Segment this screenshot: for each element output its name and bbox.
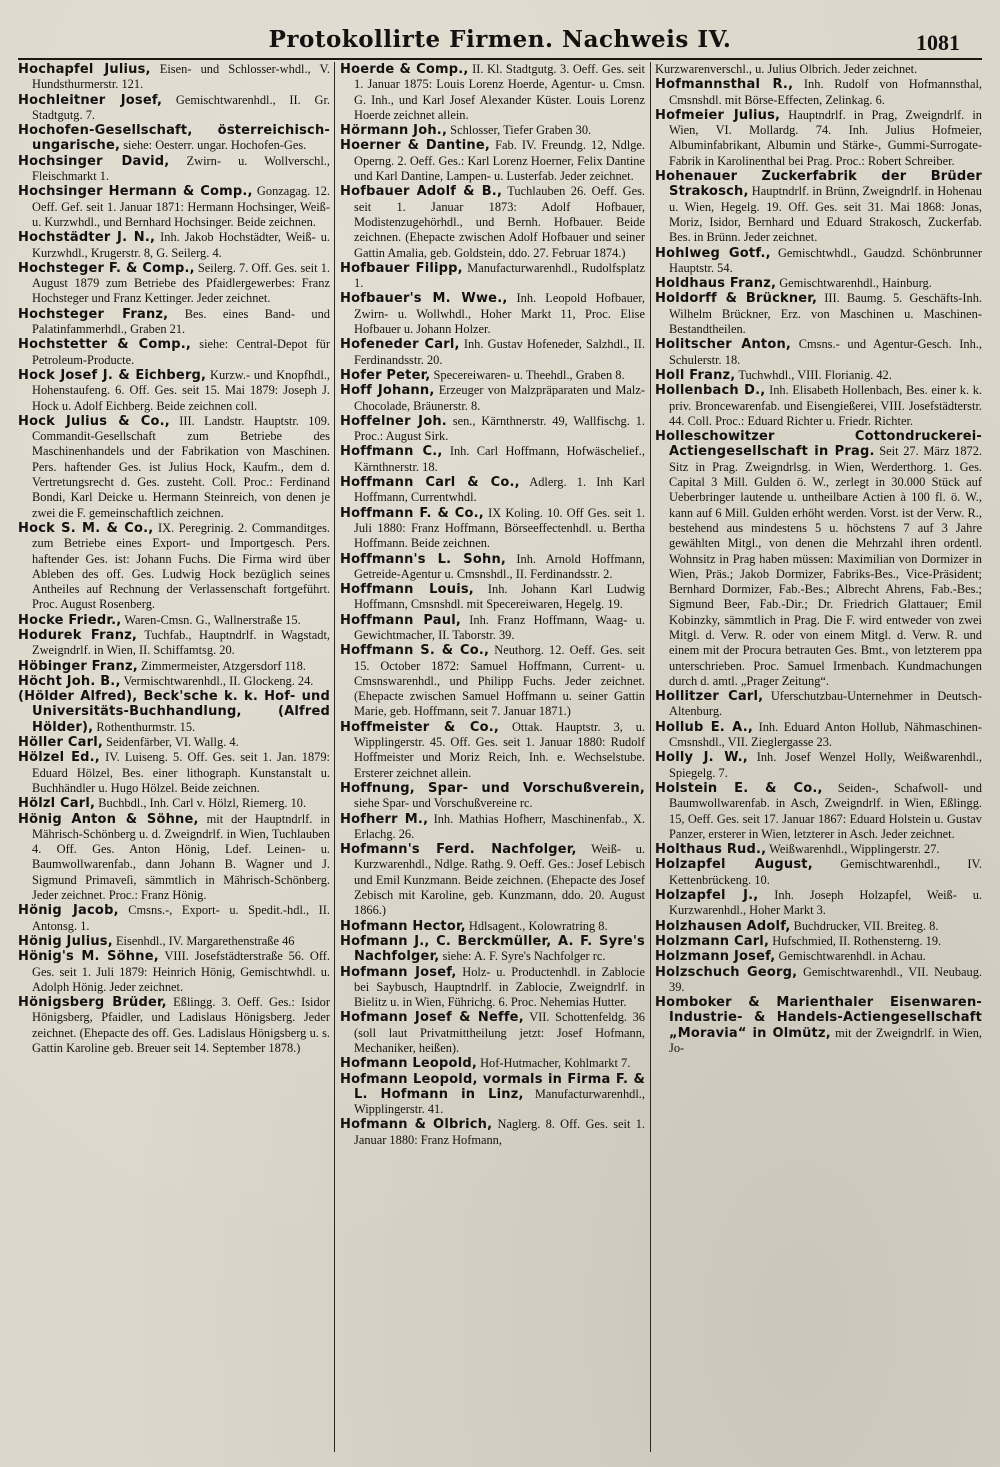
firm-name: Höller Carl,	[18, 735, 103, 751]
firm-name: Hochsteger F. & Comp.,	[18, 260, 195, 276]
firm-details: siehe: A. F. Syre's Nachfolger rc.	[439, 949, 606, 964]
firm-name: Hofmann Leopold, vormals in Firma F. & L. Hofmann in Linz,	[340, 1071, 645, 1102]
directory-entry	[655, 383, 982, 429]
firm-name: Hochsteger Franz,	[18, 306, 169, 322]
directory-entry	[340, 934, 645, 965]
directory-entry	[655, 995, 982, 1056]
directory-entry	[18, 812, 330, 904]
firm-details: Inh. Leopold Hofbauer, Zwirn- u. Wollwhdl., Hoher Markt 11, Proc. Elise Hofbauer u. Johann Holzer.	[354, 291, 645, 337]
firm-details: Seidenfärber, VI. Wallg. 4.	[103, 735, 239, 750]
directory-entry	[655, 337, 982, 368]
firm-name: Hofbauer's M. Wwe.,	[340, 291, 508, 307]
directory-entry	[340, 965, 645, 1011]
firm-details: sen., Kärnthnerstr. 49, Wallfischg. 1. Proc.: August Sirk.	[354, 413, 645, 444]
firm-details: IX. Peregrinig. 2. Commanditges. zum Betriebe eines Export- und Importgesch. Pers. haftender Ges. ist: Johann Fuchs. Die Firma wird über Ableben des off. Ges. Ludwig Hock bezüglich seines Antheiles auf Rechnung der Verlassenschaft fortgeführt. Proc. August Rosenberg.	[32, 520, 330, 612]
firm-name: Hochstädter J. N.,	[18, 230, 156, 246]
firm-details: Inh. Gustav Hofeneder, Salzhdl., II. Ferdinandsstr. 20.	[354, 337, 645, 367]
directory-entry	[18, 93, 330, 124]
directory-entry	[340, 383, 645, 414]
firm-name: Homboker & Marienthaler Eisenwaren-Industrie- & Handels-Actiengesellschaft „Moravia“ in Olmütz,	[655, 995, 982, 1041]
firm-name: Hofmann & Olbrich,	[340, 1117, 493, 1133]
firm-details: Gemischtwarenhdl., VII. Neubaug. 39.	[669, 964, 982, 994]
firm-details: siehe: Central-Depot für Petroleum-Producte.	[32, 337, 330, 367]
directory-entry	[655, 276, 982, 291]
firm-name: Hollub E. A.,	[655, 719, 753, 735]
directory-entry	[340, 643, 645, 719]
firm-details: Erzeuger von Malzpräparaten und Malz-Chocolade, Bräunerstr. 8.	[354, 383, 645, 413]
column-divider	[334, 62, 335, 1452]
firm-name: Hoffmann F. & Co.,	[340, 505, 484, 521]
directory-entry	[655, 429, 982, 689]
firm-details: Gemischtwarenhdl. in Achau.	[775, 949, 926, 964]
firm-name: Hock S. M. & Co.,	[18, 520, 154, 536]
firm-details: siehe Spar- und Vorschußvereine rc.	[354, 796, 533, 811]
directory-entry	[340, 1072, 645, 1118]
directory-entry	[655, 77, 982, 108]
firm-name: Hofbauer Adolf & B.,	[340, 184, 503, 200]
firm-details: Manufacturwarenhdl., Wipplingerstr. 41.	[354, 1086, 645, 1117]
firm-name: Hofmann Josef,	[340, 964, 457, 980]
directory-entry	[655, 857, 982, 888]
firm-details: Hufschmied, II. Rothensterng. 19.	[769, 933, 942, 948]
firm-details: IV. Luiseng. 5. Off. Ges. seit 1. Jan. 1879: Eduard Hölzel, Bes. einer lithograph. Kunstanstalt u. Buchhändler u. Hugo Hölzel. Beide zeichnen.	[32, 750, 330, 795]
firm-name: Hochleitner Josef,	[18, 92, 163, 108]
column-1	[18, 62, 330, 1457]
directory-entry	[340, 368, 645, 383]
directory-entry	[340, 812, 645, 843]
firm-details: Eisenhdl., IV. Margarethenstraße 46	[112, 933, 295, 948]
firm-details: Rothenthurmstr. 15.	[93, 719, 196, 734]
directory-entry	[340, 123, 645, 138]
directory-entry	[18, 949, 330, 995]
firm-name: (Hölder Alfred), Beck'sche k. k. Hof- und Universitäts-Buchhandlung, (Alfred Hölder),	[18, 689, 330, 735]
firm-name: Hönig Jacob,	[18, 903, 119, 919]
directory-entry	[655, 689, 982, 720]
firm-name: Hodurek Franz,	[18, 627, 138, 643]
firm-name: Hofeneder Carl,	[340, 337, 460, 353]
directory-entry	[18, 995, 330, 1056]
firm-details: Seiden-, Schafwoll- und Baumwollwarenfab. in Asch, Zweigndrlf. in Wien, Eßlingg. 15, Oeff. Ges. seit 17. Januar 1867: Eduard Holstein u. Gustav Panzer, ersterer in Wien, letzterer in Asch. Jeder zeichnet.	[669, 780, 982, 841]
directory-entry	[18, 184, 330, 230]
firm-details: Naglerg. 8. Off. Ges. seit 1. Januar 1880: Franz Hofmann,	[354, 1117, 645, 1147]
firm-name: Holzmann Josef,	[655, 949, 776, 965]
directory-entry	[18, 154, 330, 185]
directory-entry	[655, 291, 982, 337]
directory-entry	[655, 720, 982, 751]
firm-name: Hoerner & Dantine,	[340, 138, 491, 154]
directory-entry	[340, 1056, 645, 1071]
firm-name: Hofmann J., C. Berckmüller, A. F. Syre's Nachfolger,	[340, 933, 645, 965]
firm-name: Hofmeier Julius,	[655, 107, 781, 123]
firm-name: Hofer Peter,	[340, 367, 431, 383]
directory-entry	[655, 781, 982, 842]
directory-entry	[340, 1010, 645, 1056]
directory-entry	[18, 674, 330, 689]
directory-entry	[340, 414, 645, 445]
firm-details: Kurzwarenverschl., u. Julius Olbrich. Jeder zeichnet.	[655, 62, 918, 76]
firm-name: Hönig's M. Söhne,	[18, 949, 159, 965]
firm-details: Gemischtwarenhdl., IV. Kettenbrückeng. 10.	[669, 857, 982, 887]
directory-entry	[340, 337, 645, 368]
directory-entry	[655, 888, 982, 919]
firm-name: Hohenauer Zuckerfabrik der Brüder Strakosch,	[655, 169, 982, 200]
firm-name: Hocke Friedr.,	[18, 612, 122, 628]
firm-details: Gonzagag. 12. Oeff. Gef. seit 1. Januar 1871: Hermann Hochsinger, Weiß- u. Kurzwhdl., und Bernhard Hochsinger. Beide zeichnen.	[32, 184, 330, 229]
firm-name: Hochapfel Julius,	[18, 62, 151, 77]
firm-details: Weiß- u. Kurzwarenhdl., Ndlge. Rathg. 9. Oeff. Ges.: Josef Lebisch und Emil Kunzmann. Beide zeichnen. (Ehepacte des Josef Zebisch mit Karoline, geb. Kunzmann, ddo. 20. August 1866.)	[354, 842, 645, 918]
firm-details: Bes. eines Band- und Palatinfammerhdl., Graben 21.	[32, 306, 330, 337]
firm-details: Eßlingg. 3. Oeff. Ges.: Isidor Hönigsberg, Pfaidler, und Ladislaus Hönigsberg. Jeder zeichnet. (Ehepacte des off. Ges. Ladislaus Hönigsberg u. s. Gattin Karoline geb. Breuer seit 14. September 1878.)	[32, 995, 330, 1055]
firm-details: Kurzw.- und Knopfhdl., Hohenstaufeng. 6. Off. Ges. seit 15. Mai 1879: Joseph J. Hock u. Adolf Eichberg. Beide zeichnen coll.	[32, 367, 330, 413]
directory-entry	[340, 184, 645, 260]
directory-entry	[655, 169, 982, 245]
directory-entry	[655, 965, 982, 996]
firm-details: Tuchfab., Hauptndrlf. in Wagstadt, Zweigndrlf. in Wien, II. Schiffamtsg. 20.	[32, 627, 330, 658]
firm-name: Hönig Anton & Söhne,	[18, 811, 199, 827]
firm-details: Weißwarenhdl., Wipplingerstr. 27.	[766, 842, 940, 857]
page-number: 1081	[916, 30, 960, 55]
firm-name: Holzapfel August,	[655, 857, 813, 873]
directory-entry	[18, 903, 330, 934]
firm-name: Hoffmann S. & Co.,	[340, 643, 490, 659]
firm-name: Holthaus Rud.,	[655, 842, 767, 858]
directory-entry	[340, 444, 645, 475]
firm-name: Hofherr M.,	[340, 811, 429, 827]
firm-details: Zwirn- u. Wollverschl., Fleischmarkt 1.	[32, 153, 330, 184]
firm-details: Inh. Franz Hoffmann, Waag- u. Gewichtmacher, II. Taborstr. 39.	[354, 612, 645, 642]
firm-name: Hohlweg Gotf.,	[655, 245, 771, 261]
directory-entry	[18, 337, 330, 368]
directory-entry	[18, 368, 330, 414]
firm-name: Hock Julius & Co.,	[18, 413, 170, 429]
directory-entry	[18, 934, 330, 949]
firm-name: Hofmannsthal R.,	[655, 77, 794, 93]
firm-name: Hofmann Leopold,	[340, 1056, 477, 1072]
firm-details: Inh. Joseph Holzapfel, Weiß- u. Kurzwarenhdl., Hoher Markt 3.	[669, 888, 982, 918]
firm-name: Holly J. W.,	[655, 750, 748, 766]
firm-name: Hochofen-Gesellschaft, österreichisch-ungarische,	[18, 123, 330, 154]
firm-details: Inh. Rudolf von Hofmannsthal, Cmsnshdl. mit Börse-Effecten, Zelinkag. 6.	[669, 77, 982, 107]
firm-name: Hörmann Joh.,	[340, 123, 448, 139]
directory-entry	[655, 246, 982, 277]
directory-entry	[340, 506, 645, 552]
firm-name: Holzschuch Georg,	[655, 964, 798, 980]
firm-name: Hofmann Hector,	[340, 918, 466, 934]
firm-name: Hollenbach D.,	[655, 383, 766, 399]
firm-name: Holitscher Anton,	[655, 337, 792, 353]
directory-entry	[18, 307, 330, 338]
firm-details: Cmsns.- und Agentur-Gesch. Inh., Schulerstr. 18.	[669, 337, 982, 367]
firm-name: Hofmann Josef & Neffe,	[340, 1010, 524, 1026]
directory-entry	[18, 261, 330, 307]
firm-details: VII. Schottenfeldg. 36 (soll laut Privatmittheilung jetzt: Josef Hofmann, Mechaniker, heißen).	[354, 1010, 645, 1055]
firm-details: Uferschutzbau-Unternehmer in Deutsch-Altenburg.	[669, 689, 982, 719]
directory-entry	[340, 582, 645, 613]
directory-entry	[18, 62, 330, 93]
firm-details: Ottak. Hauptstr. 3, u. Wipplingerstr. 45. Off. Ges. seit 1. Januar 1880: Rudolf Hoffmeister und Moriz Reich, Inh. e. Wechselstube. Ersterer zeichnet allein.	[354, 719, 645, 780]
page-header	[0, 18, 1000, 58]
firm-name: Hönigsberg Brüder,	[18, 995, 167, 1011]
firm-details: Gemischtwhdl., Gaudzd. Schönbrunner Hauptstr. 54.	[669, 245, 982, 275]
firm-name: Höbinger Franz,	[18, 658, 138, 674]
firm-details: Adlerg. 1. Inh Karl Hoffmann, Currentwhdl.	[354, 475, 645, 505]
firm-details: Buchdrucker, VII. Breiteg. 8.	[790, 918, 939, 933]
firm-details: II. Kl. Stadtgutg. 3. Oeff. Ges. seit 1. Januar 1875: Louis Lorenz Hoerde, Agentur- u. Cmsn. G. Inh., und Karl Josef Alexander Küster. Louis Lorenz Hoerde zeichnet allein.	[354, 62, 645, 122]
firm-name: Hoffmann C.,	[340, 444, 443, 460]
firm-details: Inh. Josef Wenzel Holly, Weißwarenhdl., Spiegelg. 7.	[669, 750, 982, 780]
firm-details: Inh. Eduard Anton Hollub, Nähmaschinen-Cmsnshdl., VII. Zieglergasse 23.	[669, 719, 982, 750]
directory-entry	[340, 720, 645, 781]
directory-entry	[18, 613, 330, 628]
firm-details: Seit 27. März 1872. Sitz in Prag. Zweigndrlsg. in Wien, Werderthorg. 1. Ges. Capital 3 Mill. Gulden ö. W., zerlegt in 30.000 Stück auf Ueberbringer lautende u. untheilbare Actien à 100 fl. ö. W., kann auf 6 Mill. Gulden erhöht werden. Vorst. ist der Verw. R., bestehend aus mindestens 5 u. höchstens 7 auf 3 Jahre gewählten Mitgl., von denen die Mehrzahl ihren ordentl. Wohnsitz in Prag haben müssen: Maximilian von Dormizer in Wien, Präs.; Jakob Dormizer, Fabriks-Bes., Vice-Präsident; Bernhard Dormizer, Fab.-Bes.; Albrecht Ahrens, Fab.-Bes.; Sigmund Beer, Fab.-Dir.; Dr. Friedrich Glattauer; Emil Kobinzky, sämmtlich in Prag. Die F. wird entweder von zwei Mitgl. d. Verw. R. oder von einem Mitgl. d. Verw. R. und einem mit der Procura betrauten Ges. Bmt., von letzterem ppa unterschrieben. Proc. Samuel Irmenbach. Kundmachungen durch d. amtl. „Prager Zeitung“.	[669, 444, 982, 688]
firm-details: Zimmermeister, Atzgersdorf 118.	[137, 658, 306, 673]
firm-details: Schlosser, Tiefer Graben 30.	[447, 123, 592, 138]
page-title: Protokollirte Firmen. Nachweis IV.	[268, 26, 732, 53]
directory-entry	[340, 475, 645, 506]
firm-name: Holstein E. & Co.,	[655, 780, 823, 796]
directory-entry	[340, 261, 645, 292]
firm-name: Holleschowitzer Cottondruckerei-Actiengesellschaft in Prag.	[655, 429, 982, 460]
header-rule	[18, 58, 982, 60]
directory-entry	[18, 521, 330, 613]
directory-entry	[655, 934, 982, 949]
directory-entry	[655, 949, 982, 964]
firm-name: Hoffmeister & Co.,	[340, 719, 500, 735]
firm-details: Fab. IV. Freundg. 12, Ndlge. Operng. 2. Oeff. Ges.: Karl Lorenz Hoerner, Felix Dantine und Karl Dantine, Lampen- u. Lusterfab. Jeder zeichnet.	[354, 138, 645, 184]
firm-name: Hoffmann's L. Sohn,	[340, 551, 507, 567]
firm-details: Waren-Cmsn. G., Wallnerstraße 15.	[121, 612, 301, 627]
firm-name: Hofmann's Ferd. Nachfolger,	[340, 842, 577, 858]
directory-entry	[340, 919, 645, 934]
directory-entry	[340, 291, 645, 337]
directory-entry	[655, 842, 982, 857]
directory-entry	[340, 62, 645, 123]
firm-name: Hochstetter & Comp.,	[18, 337, 192, 353]
firm-details: siehe: Oesterr. ungar. Hochofen-Ges.	[120, 138, 307, 153]
firm-details: Hauptndrlf. in Prag, Zweigndrlf. in Wien, VI. Mollardg. 74. Inh. Julius Hofmeier, Albuminfabrikant, Albumin und Stärke-, Gummi-Surrogate-Fabrik in Karolinenthal bei Prag. Proc.: Robert Schreiber.	[669, 107, 982, 168]
firm-name: Holdorff & Brückner,	[655, 291, 818, 307]
firm-name: Hollitzer Carl,	[655, 689, 764, 705]
column-3	[655, 62, 982, 1457]
firm-name: Hölzel Ed.,	[18, 750, 100, 766]
firm-name: Hoffmann Paul,	[340, 612, 462, 628]
firm-name: Hochsinger Hermann & Comp.,	[18, 184, 253, 200]
firm-details: Inh. Johann Karl Ludwig Hoffmann, Cmsnshdl. mit Specereiwaren, Hegelg. 19.	[354, 582, 645, 612]
firm-name: Holdhaus Franz,	[655, 276, 777, 292]
directory-entry	[18, 689, 330, 735]
firm-name: Hoffelner Joh.	[340, 413, 447, 429]
firm-name: Hoffmann Carl & Co.,	[340, 475, 520, 491]
firm-details: Hauptndrlf. in Brünn, Zweigndrlf. in Hohenau u. Wien, Hegelg. 19. Off. Ges. seit 31. Mai 1868: Jonas, Moriz, Isidor, Bernhard und Eduard Strakosch, Zuckerfab. Bes. in Brünn. Jeder zeichnet.	[669, 184, 982, 245]
directory-entry	[655, 62, 982, 77]
firm-name: Hölzl Carl,	[18, 796, 96, 812]
firm-name: Holzmann Carl,	[655, 933, 770, 949]
firm-name: Hönig Julius,	[18, 933, 113, 949]
firm-details: Inh. Arnold Hoffmann, Getreide-Agentur u. Cmsnshdl., II. Ferdinandsstr. 2.	[354, 551, 645, 581]
directory-entry	[340, 842, 645, 918]
firm-details: Inh. Mathias Hofherr, Maschinenfab., X. Erlachg. 26.	[354, 811, 645, 841]
directory-entry	[18, 796, 330, 811]
directory-entry	[340, 1117, 645, 1148]
directory-entry	[340, 138, 645, 184]
directory-entry	[18, 123, 330, 154]
firm-details: III. Baumg. 5. Geschäfts-Inh. Wilhelm Brückner, Erz. von Maschinen u. Maschinen-Bestandtheilen.	[669, 291, 982, 337]
directory-entry	[655, 919, 982, 934]
directory-entry	[18, 414, 330, 521]
firm-details: Specereiwaren- u. Theehdl., Graben 8.	[430, 367, 625, 382]
firm-name: Hock Josef J. & Eichberg,	[18, 367, 207, 383]
directory-entry	[18, 750, 330, 796]
firm-details: Eisen- und Schlosser-whdl., V. Hundsthurmerstr. 121.	[32, 62, 330, 92]
directory-entry	[655, 108, 982, 169]
directory-entry	[18, 628, 330, 659]
firm-name: Holl Franz,	[655, 367, 736, 383]
firm-name: Holzhausen Adolf,	[655, 918, 791, 934]
directory-entry	[18, 659, 330, 674]
firm-name: Hofbauer Filipp,	[340, 260, 463, 276]
firm-details: Inh. Carl Hoffmann, Hofwäschelief., Kärnthnerstr. 18.	[354, 444, 645, 474]
firm-name: Hochsinger David,	[18, 153, 170, 169]
firm-name: Hoerde & Comp.,	[340, 62, 469, 77]
directory-entry	[18, 735, 330, 750]
firm-details: Tuchwhdl., VIII. Florianig. 42.	[735, 367, 892, 382]
firm-name: Hoffmann Louis,	[340, 582, 474, 598]
firm-details: III. Landstr. Hauptstr. 109. Commandit-Gesellschaft zum Betriebe des Maschinenhandels und der Fabrikation von Maschinen. Pers. haftender Ges. ist Julius Hock, Kaufm., dem d. Vertretungsrecht d. Ges. zusteht. Coll. Proc.: Ferdinand Bondi, Karl Deicke u. Hermann Steinreich, von denen je zwei die F. gemeinschaftlich zeichnen.	[32, 413, 330, 520]
directory-entry	[18, 230, 330, 261]
firm-details: Holz- u. Productenhdl. in Zablocie bei Saybusch, Hauptndrlf. in Zablocie, Zweigndrlf. in Bielitz u. in Wien, Führichg. 6. Proc. Nehemias Hutter.	[354, 964, 645, 1010]
firm-details: Manufacturwarenhdl., Rudolfsplatz 1.	[354, 260, 645, 291]
firm-details: VIII. Josefstädterstraße 56. Off. Ges. seit 1. Juli 1879: Heinrich Hönig, Gemischtwhdl. u. Adolph Hönig. Jeder zeichnet.	[32, 949, 330, 994]
firm-details: IX Koling. 10. Off Ges. seit 1. Juli 1880: Franz Hoffmann, Börseeffectenhdl. u. Bertha Hoffmann. Beide zeichnen.	[354, 505, 645, 551]
firm-details: Gemischtwarenhdl., Hainburg.	[776, 276, 932, 291]
firm-name: Hoff Johann,	[340, 383, 435, 399]
firm-details: Vermischtwarenhdl., II. Glockeng. 24.	[120, 673, 314, 688]
column-2	[340, 62, 645, 1457]
firm-details: Seilerg. 7. Off. Ges. seit 1. August 1879 zum Betriebe des Pfaidlergewerbes: Franz Hochsteger und Franz Kettinger. Jeder zeichnet.	[32, 260, 330, 306]
firm-details: Hdlsagent., Kolowratring 8.	[465, 918, 608, 933]
firm-details: Gemischtwarenhdl., II. Gr. Stadtgutg. 7.	[32, 92, 330, 122]
firm-details: mit der Hauptndrlf. in Mährisch-Schönberg u. d. Zweigndrlf. in Wien, Tuchlauben 4. Off. Ges. Anton Hönig, Ldef. Leinen- u. Baumwollwarenfab., dann Johann B. Wagner und J. Sigmund Primaveſi, sämmtlich in Mährisch-Schönberg. Jeder zeichnet. Proc.: Franz Hönig.	[32, 811, 330, 903]
column-divider	[650, 62, 651, 1452]
directory-entry	[655, 750, 982, 781]
directory-entry	[655, 368, 982, 383]
directory-entry	[340, 613, 645, 644]
directory-entry	[340, 781, 645, 812]
directory-entry	[340, 552, 645, 583]
firm-details: mit der Zweigndrlf. in Wien, Jo-	[669, 1025, 982, 1055]
firm-name: Holzapfel J.,	[655, 888, 759, 904]
firm-name: Höcht Joh. B.,	[18, 673, 121, 689]
firm-details: Buchbdl., Inh. Carl v. Hölzl, Riemerg. 10.	[95, 796, 307, 811]
firm-details: Inh. Elisabeth Hollenbach, Bes. einer k. k. priv. Broncewarenfab. und Eisengießerei, VIII. Josefstädterstr. 44. Coll. Proc.: Eduard Richter u. Friedr. Richter.	[669, 383, 982, 428]
firm-name: Hoffnung, Spar- und Vorschußverein,	[340, 780, 645, 796]
firm-details: Cmsns.-, Export- u. Spedit.-hdl., II. Antonsg. 1.	[32, 903, 330, 933]
firm-details: Inh. Jakob Hochstädter, Weiß- u. Kurzwhdl., Krugerstr. 8, G. Seilerg. 4.	[32, 230, 330, 260]
firm-details: Neuthorg. 12. Oeff. Ges. seit 15. October 1872: Samuel Hoffmann, Current- u. Cmsnswarenhdl., und Philipp Fuchs. Jeder zeichnet. (Ehepacte zwischen Samuel Hoffmann u. seiner Gattin Marie, geb. Hoffmann, seit 7. Januar 1871.)	[354, 643, 645, 719]
firm-details: Tuchlauben 26. Oeff. Ges. seit 1. Januar 1873: Adolf Hofbauer, Modistenzugehörhdl., und Bernh. Hofbauer. Beide zeichnen. (Ehepacte zwischen Adolf Hofbauer und seiner Gattin Amalia, geb. Goldstein, ddo. 27. Februar 1874.)	[354, 184, 645, 260]
firm-details: Hof-Hutmacher, Kohlmarkt 7.	[477, 1056, 631, 1071]
